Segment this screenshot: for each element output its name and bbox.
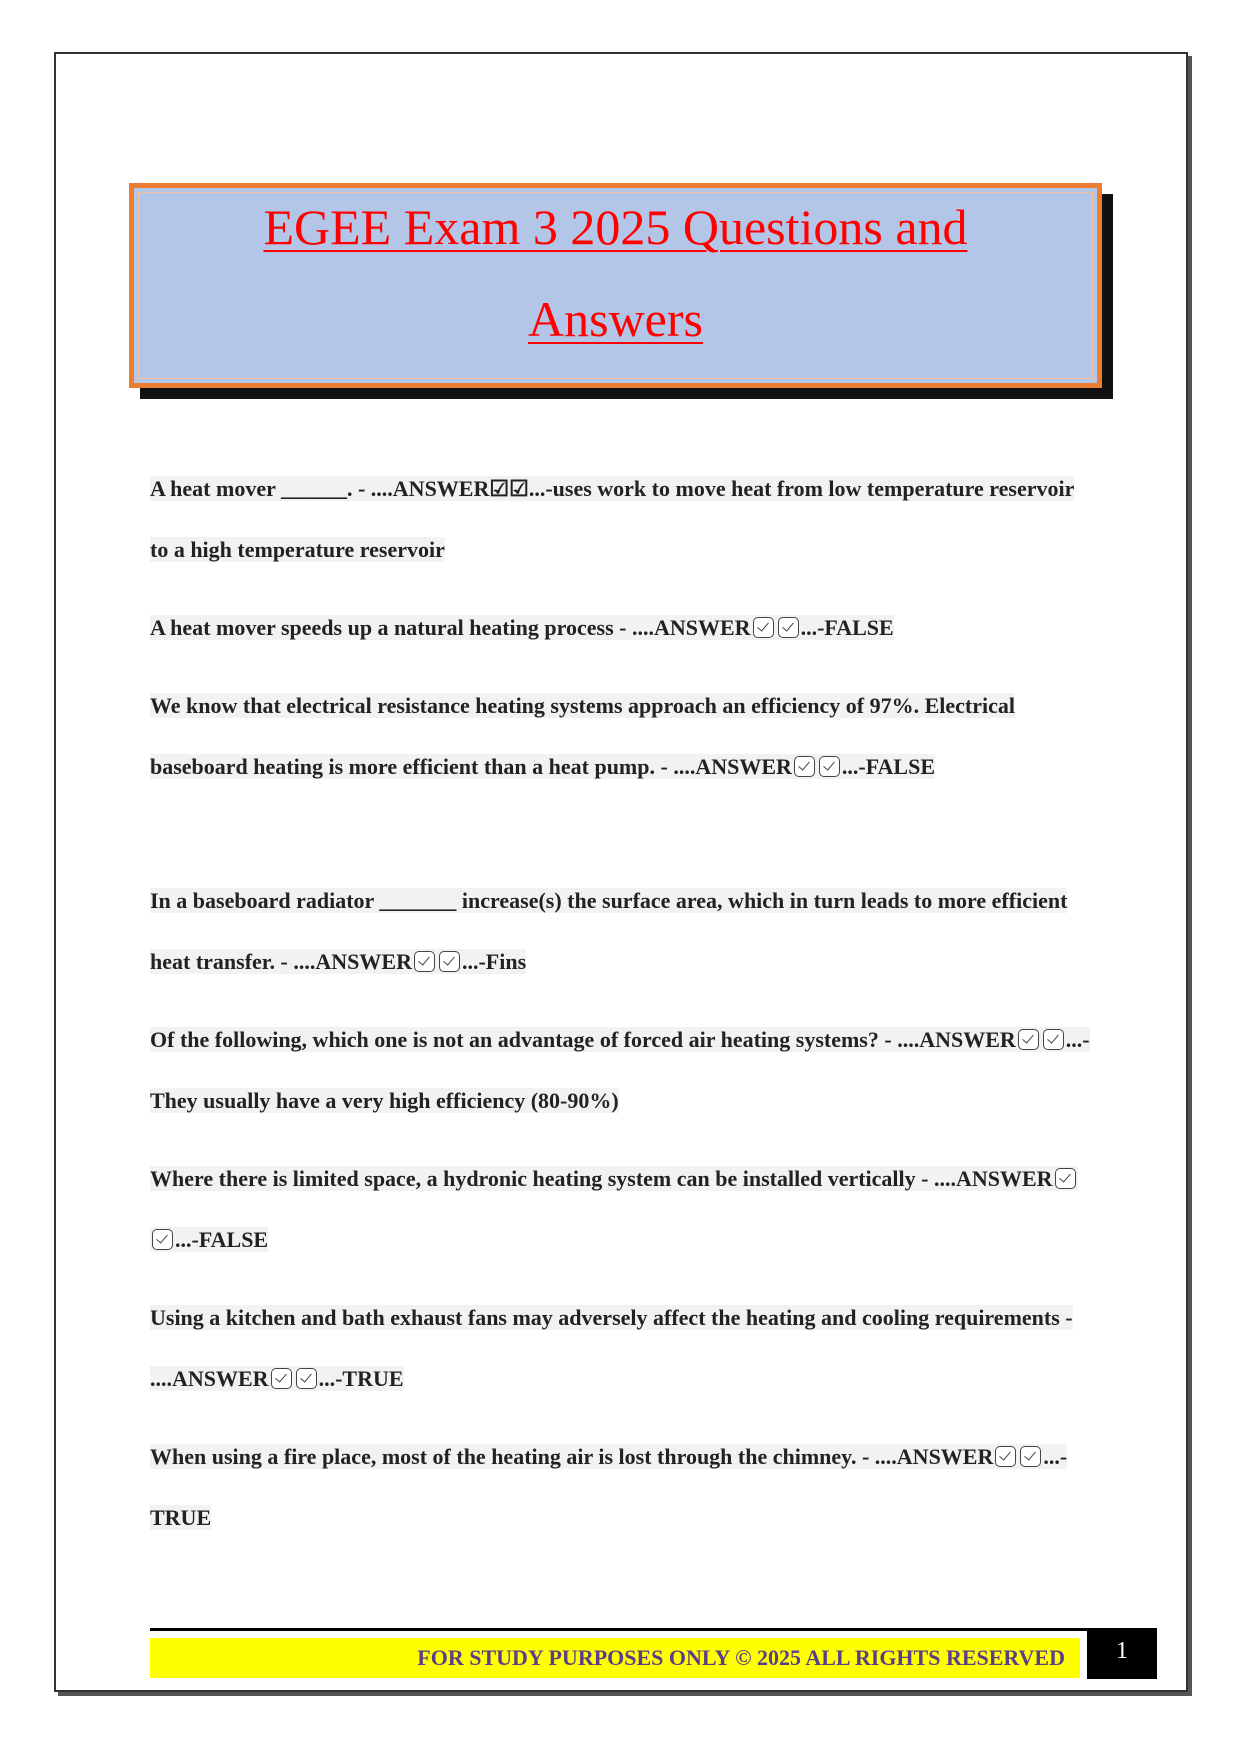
answer-marker: ....ANSWER (897, 1027, 1016, 1052)
check-icon (995, 1446, 1016, 1467)
ellipsis: ... (1065, 1027, 1083, 1052)
qa-item-6 (150, 1148, 1090, 1270)
answer-text: -TRUE (335, 1366, 404, 1391)
check-icon (1020, 1446, 1041, 1467)
qa-item-4 (150, 870, 1090, 992)
answer-text: -FALSE (817, 615, 894, 640)
check-icon (794, 756, 815, 777)
ellipsis: ... (461, 949, 479, 974)
footer-copyright: FOR STUDY PURPOSES ONLY © 2025 ALL RIGHTS RESERVED (417, 1645, 1065, 1670)
check-icon (1055, 1168, 1076, 1189)
question-text: Using a kitchen and bath exhaust fans may adversely affect the heating and cooling requirements - (150, 1305, 1073, 1330)
answer-marker: ....ANSWER (293, 949, 412, 974)
question-text: When using a fire place, most of the heating air is lost through the chimney. - (150, 1444, 875, 1469)
check-icon (271, 1368, 292, 1389)
check-icon (1043, 1029, 1064, 1050)
ellipsis: ... (1043, 1444, 1060, 1469)
qa-item-2 (150, 597, 1090, 658)
check-icon (439, 951, 460, 972)
answer-marker: ....ANSWER (631, 615, 751, 640)
answer-text: -They usually have a very high efficiency (80-90%) (150, 1027, 1090, 1113)
question-text: In a baseboard radiator _______ increase(s) the surface area, which in turn leads to more efficient heat transfer. - (150, 888, 1068, 974)
answer-text: -Fins (478, 949, 527, 974)
check-icon (296, 1368, 317, 1389)
question-text: A heat mover speeds up a natural heating process - (150, 615, 632, 640)
check-icon (414, 951, 435, 972)
answer-marker: ....ANSWER (934, 1166, 1053, 1191)
ellipsis: ... (318, 1366, 336, 1391)
answer-marker: ....ANSWER (673, 754, 792, 779)
ellipsis: ... (175, 1227, 192, 1252)
title-box (129, 183, 1102, 388)
check-icon (152, 1229, 173, 1250)
answer-text: -FALSE (191, 1227, 269, 1252)
qa-item-1 (150, 458, 1090, 580)
page-title-line-1: EGEE Exam 3 2025 Questions and (263, 199, 968, 255)
question-text: A heat mover ______. - (150, 476, 371, 501)
page-number: 1 (1087, 1628, 1157, 1679)
answer-marker: ....ANSWER (874, 1444, 994, 1469)
qa-item-5 (150, 1009, 1090, 1131)
check-icon (819, 756, 840, 777)
answer-marker: ....ANSWER (150, 1366, 269, 1391)
ellipsis: ... (800, 615, 818, 640)
answer-text: -FALSE (858, 754, 936, 779)
check-icon (753, 617, 774, 638)
question-text: We know that electrical resistance heating systems approach an efficiency of 97%. Electrical baseboard heating is more efficient than a heat pump. - (150, 693, 1015, 779)
check-icon (778, 617, 799, 638)
answer-text: -uses work to move heat from low temperature reservoir to a high temperature reservoir (150, 476, 1075, 562)
qa-item-3 (150, 675, 1090, 797)
question-text: Where there is limited space, a hydronic heating system can be installed vertically - (150, 1166, 934, 1191)
qa-item-7 (150, 1287, 1090, 1409)
question-text: Of the following, which one is not an advantage of forced air heating systems? - (150, 1027, 898, 1052)
qa-item-8 (150, 1426, 1090, 1548)
ellipsis: ... (841, 754, 859, 779)
check-icon (1018, 1029, 1039, 1050)
answer-text: -TRUE (150, 1444, 1068, 1530)
answer-marker: ....ANSWER☑☑... (370, 476, 546, 501)
page-title-line-2: Answers (528, 291, 703, 347)
footer-rule (150, 1628, 1095, 1631)
